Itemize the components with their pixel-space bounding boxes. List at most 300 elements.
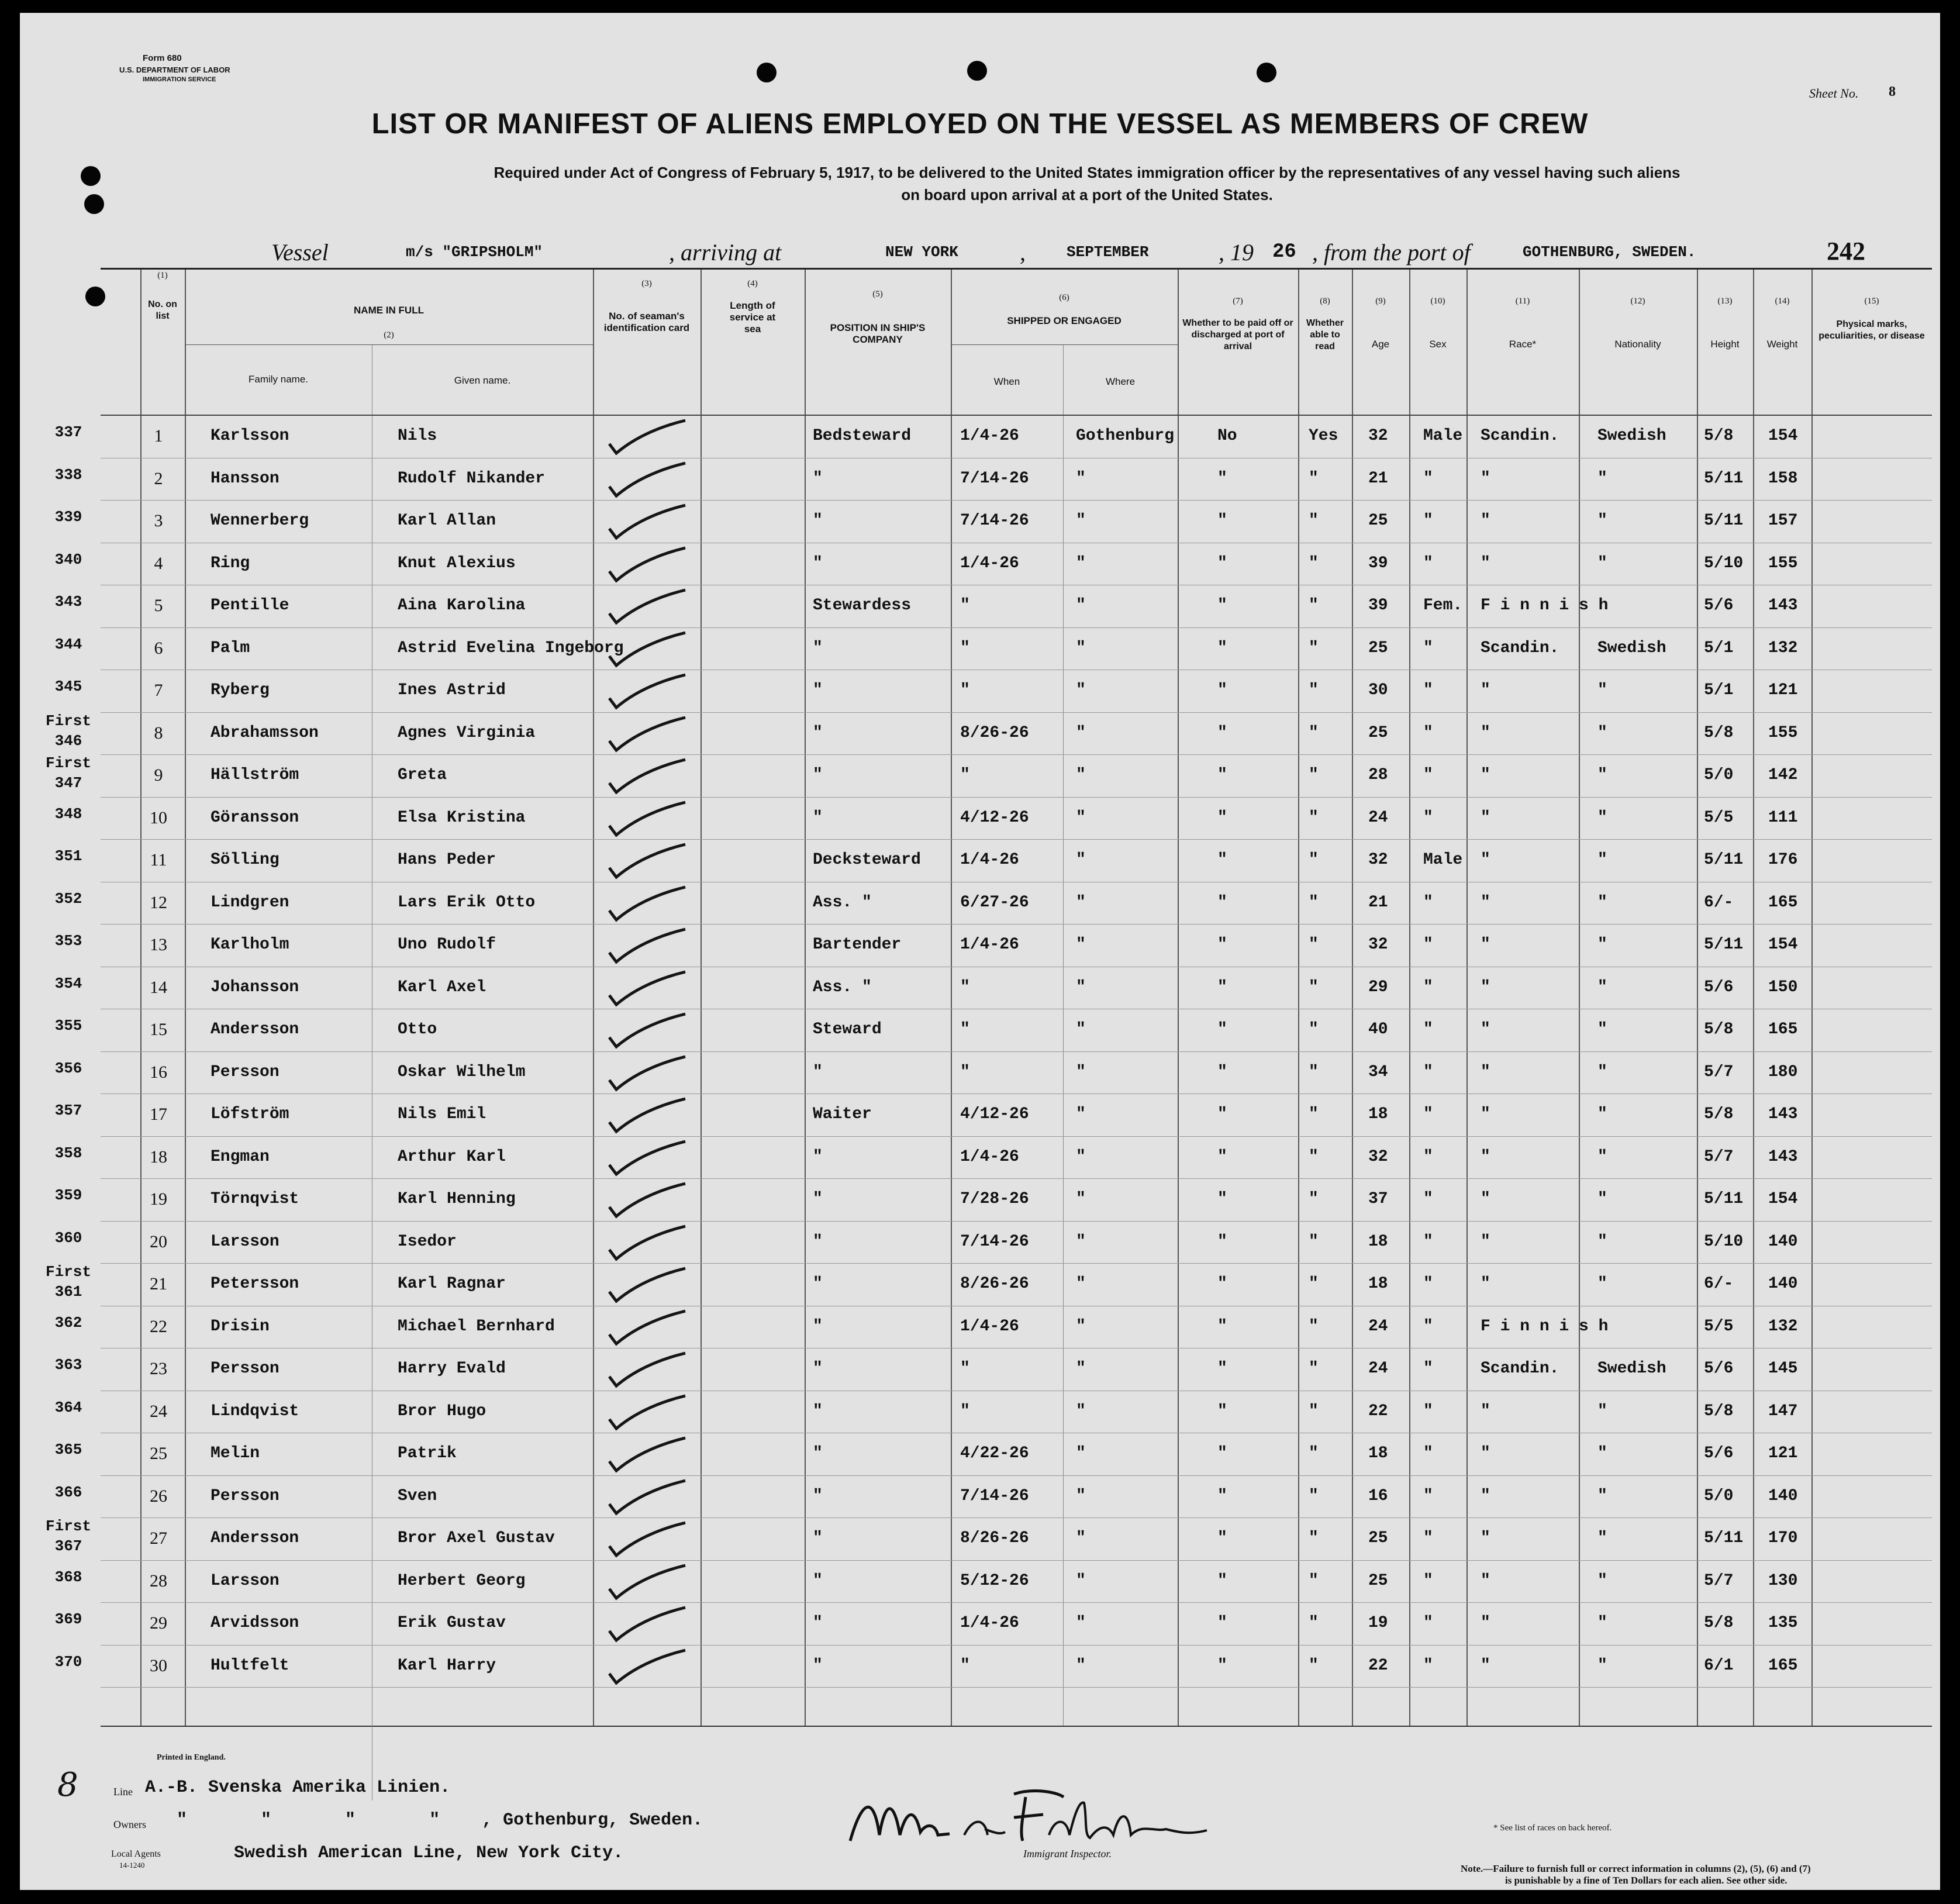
check-mark-icon: [603, 1348, 691, 1389]
check-mark-icon: [603, 713, 691, 754]
cell-age: 24: [1368, 1317, 1388, 1336]
check-mark-icon: [603, 543, 691, 584]
cell-when: ": [960, 1063, 970, 1081]
printed-note: Printed in England.: [157, 1753, 226, 1762]
cell-read: ": [1309, 1656, 1319, 1675]
cell-where: ": [1076, 1614, 1086, 1632]
cell-age: 39: [1368, 596, 1388, 615]
cell-where: ": [1076, 1105, 1086, 1123]
check-mark-icon: [603, 628, 691, 669]
cell-age: 39: [1368, 554, 1388, 572]
check-mark-icon: [603, 840, 691, 881]
penalty-note-2: is punishable by a fine of Ten Dollars for each alien. See other side.: [1505, 1875, 1788, 1886]
cell-race: ": [1481, 512, 1490, 530]
cell-weight: 140: [1768, 1486, 1798, 1505]
cell-when: 1/4-26: [960, 851, 1019, 869]
cell-nationality: ": [1597, 1486, 1607, 1505]
check-mark-icon: [603, 882, 691, 923]
table-row: [101, 1222, 1932, 1264]
cell-nationality: ": [1597, 469, 1607, 488]
cell-where: ": [1076, 1402, 1086, 1420]
cell-race: Scandin.: [1481, 1360, 1559, 1378]
cell-paid: ": [1217, 681, 1227, 699]
cell-height: 5/8: [1704, 427, 1734, 445]
cell-where: ": [1076, 723, 1086, 742]
sheet-line-number: 354: [54, 974, 82, 992]
cell-when: 8/26-26: [960, 1275, 1029, 1293]
cell-read: ": [1309, 469, 1319, 488]
cell-paid: ": [1217, 723, 1227, 742]
punch-hole: [81, 166, 101, 186]
cell-when: ": [960, 766, 970, 784]
cell-position: Ass. ": [813, 893, 872, 912]
cell-family: Hultfelt: [211, 1656, 289, 1675]
cell-race: ": [1481, 978, 1490, 996]
cell-where: ": [1076, 1444, 1086, 1463]
cell-no: 22: [150, 1316, 167, 1336]
cell-position: Ass. ": [813, 978, 872, 996]
cell-read: ": [1309, 1614, 1319, 1632]
col-paid-off: Whether to be paid off or discharged at port of arrival: [1182, 318, 1293, 351]
cell-read: ": [1309, 1232, 1319, 1251]
cell-family: Andersson: [211, 1529, 299, 1547]
col-able-to-read: Whether able to read: [1306, 318, 1344, 351]
cell-read: ": [1309, 1147, 1319, 1166]
cell-position: Steward: [813, 1020, 882, 1039]
cell-position: ": [813, 1317, 823, 1336]
cell-weight: 170: [1768, 1529, 1798, 1547]
cell-paid: ": [1217, 1571, 1227, 1590]
cell-weight: 165: [1768, 893, 1798, 912]
table-row: [101, 1094, 1932, 1136]
cell-family: Petersson: [211, 1275, 299, 1293]
col-8-number: (8): [1320, 296, 1330, 306]
manifest-footer: [20, 1724, 1940, 1890]
cell-nationality: ": [1597, 1529, 1607, 1547]
sheet-line-number: 344: [54, 635, 82, 653]
cell-no: 26: [150, 1486, 167, 1506]
cell-family: Ryberg: [211, 681, 270, 699]
cell-no: 10: [150, 808, 167, 827]
cell-no: 8: [154, 723, 163, 743]
cell-race: ": [1481, 1402, 1490, 1420]
cell-weight: 165: [1768, 1020, 1798, 1039]
cell-read: ": [1309, 681, 1319, 699]
cell-nationality: ": [1597, 851, 1607, 869]
cell-paid: ": [1217, 1317, 1227, 1336]
cell-paid: ": [1217, 1147, 1227, 1166]
sheet-line-number: First 347: [45, 754, 91, 792]
table-row: [101, 967, 1932, 1009]
sheet-line-number: 370: [54, 1653, 82, 1671]
cell-position: ": [813, 1147, 823, 1166]
cell-when: ": [960, 978, 970, 996]
col-height: Height: [1710, 339, 1740, 350]
cell-given: Karl Harry: [398, 1656, 496, 1675]
cell-family: Persson: [211, 1486, 279, 1505]
cell-given: Uno Rudolf: [398, 936, 496, 954]
races-note: * See list of races on back hereof.: [1493, 1823, 1612, 1833]
cell-paid: ": [1217, 1444, 1227, 1463]
cell-read: ": [1309, 639, 1319, 657]
check-mark-icon: [603, 458, 691, 499]
cell-where: ": [1076, 766, 1086, 784]
cell-age: 18: [1368, 1232, 1388, 1251]
cell-when: 1/4-26: [960, 936, 1019, 954]
col-family-name: Family name.: [248, 374, 309, 385]
cell-read: ": [1309, 1486, 1319, 1505]
cell-where: ": [1076, 1063, 1086, 1081]
cell-given: Arthur Karl: [398, 1147, 506, 1166]
cell-sex: ": [1423, 1105, 1433, 1123]
cell-position: ": [813, 1571, 823, 1590]
sheet-line-number: First 361: [45, 1263, 91, 1301]
cell-family: Göransson: [211, 808, 299, 827]
cell-age: 18: [1368, 1275, 1388, 1293]
check-mark-icon: [603, 1561, 691, 1602]
cell-weight: 130: [1768, 1571, 1798, 1590]
col-9-number: (9): [1375, 296, 1386, 306]
cell-weight: 176: [1768, 851, 1798, 869]
cell-where: Gothenburg: [1076, 427, 1175, 445]
cell-race: Scandin.: [1481, 427, 1559, 445]
cell-when: ": [960, 1656, 970, 1675]
cell-age: 32: [1368, 936, 1388, 954]
sheet-line-number: 343: [54, 593, 82, 610]
cell-position: ": [813, 681, 823, 699]
cell-where: ": [1076, 469, 1086, 488]
from-port-label: , from the port of: [1312, 239, 1471, 265]
cell-height: 5/5: [1704, 808, 1734, 827]
cell-family: Arvidsson: [211, 1614, 299, 1632]
cell-race: F i n n i s h: [1481, 596, 1609, 615]
sheet-line-number: 339: [54, 508, 82, 526]
service: IMMIGRATION SERVICE: [143, 76, 216, 83]
cell-where: ": [1076, 1529, 1086, 1547]
cell-race: ": [1481, 1486, 1490, 1505]
cell-read: ": [1309, 893, 1319, 912]
cell-height: 5/8: [1704, 723, 1734, 742]
sheet-line-number: 337: [54, 423, 82, 441]
crew-rows: [101, 416, 1932, 1726]
cell-given: Ines Astrid: [398, 681, 506, 699]
owners-value: " " " " , Gothenburg, Sweden.: [177, 1810, 703, 1830]
cell-given: Patrik: [398, 1444, 457, 1463]
cell-no: 29: [150, 1613, 167, 1633]
cell-position: Stewardess: [813, 596, 912, 615]
cell-no: 6: [154, 638, 163, 658]
sheet-line-number: 353: [54, 932, 82, 950]
sheet-line-number: 365: [54, 1441, 82, 1458]
table-row: [101, 1391, 1932, 1433]
cell-position: ": [813, 469, 823, 488]
cell-where: ": [1076, 1275, 1086, 1293]
arriving-label: , arriving at: [669, 239, 782, 265]
cell-height: 6/1: [1704, 1656, 1734, 1675]
cell-paid: ": [1217, 1105, 1227, 1123]
cell-position: ": [813, 1402, 823, 1420]
check-mark-icon: [603, 1476, 691, 1517]
cell-age: 24: [1368, 1360, 1388, 1378]
departure-port: GOTHENBURG, SWEDEN.: [1523, 243, 1696, 261]
cell-height: 5/7: [1704, 1147, 1734, 1166]
cell-paid: ": [1217, 1063, 1227, 1081]
cell-sex: ": [1423, 681, 1433, 699]
cell-race: ": [1481, 936, 1490, 954]
cell-read: ": [1309, 1402, 1319, 1420]
cell-when: 1/4-26: [960, 1614, 1019, 1632]
table-row: [101, 1518, 1932, 1560]
cell-read: ": [1309, 978, 1319, 996]
punch-hole: [967, 61, 987, 81]
form-number: Form 680: [143, 53, 182, 63]
cell-sex: ": [1423, 1317, 1433, 1336]
cell-weight: 121: [1768, 681, 1798, 699]
cell-given: Rudolf Nikander: [398, 469, 546, 488]
cell-height: 5/0: [1704, 1486, 1734, 1505]
vessel-line: [271, 239, 1897, 268]
cell-sex: ": [1423, 893, 1433, 912]
cell-paid: ": [1217, 808, 1227, 827]
table-row: [101, 1009, 1932, 1051]
cell-family: Lindgren: [211, 893, 289, 912]
cell-race: ": [1481, 1020, 1490, 1039]
cell-paid: ": [1217, 978, 1227, 996]
cell-age: 28: [1368, 766, 1388, 784]
cell-family: Karlholm: [211, 936, 289, 954]
cell-paid: ": [1217, 1190, 1227, 1208]
cell-when: 4/22-26: [960, 1444, 1029, 1463]
cell-given: Lars Erik Otto: [398, 893, 536, 912]
check-mark-icon: [603, 755, 691, 796]
cell-sex: ": [1423, 1063, 1433, 1081]
cell-height: 5/10: [1704, 554, 1744, 572]
cell-weight: 142: [1768, 766, 1798, 784]
cell-read: ": [1309, 1317, 1319, 1336]
cell-height: 5/11: [1704, 469, 1744, 488]
cell-race: ": [1481, 1105, 1490, 1123]
col-6-number: (6): [1059, 293, 1069, 302]
inspector-label: Immigrant Inspector.: [1023, 1848, 1112, 1860]
cell-nationality: ": [1597, 512, 1607, 530]
cell-no: 19: [150, 1189, 167, 1209]
cell-weight: 150: [1768, 978, 1798, 996]
cell-weight: 158: [1768, 469, 1798, 488]
table-row: [101, 882, 1932, 925]
cell-nationality: ": [1597, 1402, 1607, 1420]
cell-age: 16: [1368, 1486, 1388, 1505]
cell-age: 25: [1368, 1529, 1388, 1547]
cell-sex: ": [1423, 1614, 1433, 1632]
cell-family: Abrahamsson: [211, 723, 319, 742]
check-mark-icon: [603, 585, 691, 626]
sheet-line-number: 364: [54, 1398, 82, 1416]
cell-age: 21: [1368, 469, 1388, 488]
cell-position: ": [813, 554, 823, 572]
cell-position: Bartender: [813, 936, 902, 954]
cell-nationality: ": [1597, 1444, 1607, 1463]
cell-given: Nils: [398, 427, 437, 445]
cell-given: Greta: [398, 766, 447, 784]
cell-height: 5/6: [1704, 596, 1734, 615]
cell-given: Elsa Kristina: [398, 808, 526, 827]
cell-position: ": [813, 1656, 823, 1675]
col-14-number: (14): [1775, 296, 1790, 306]
cell-read: ": [1309, 1105, 1319, 1123]
crew-table: [101, 268, 1932, 1727]
department: U.S. DEPARTMENT OF LABOR: [119, 65, 230, 74]
cell-sex: ": [1423, 512, 1433, 530]
cell-height: 5/6: [1704, 978, 1734, 996]
cell-where: ": [1076, 1571, 1086, 1590]
cell-race: ": [1481, 1571, 1490, 1590]
cell-age: 40: [1368, 1020, 1388, 1039]
col-given-name: Given name.: [454, 375, 511, 386]
cell-no: 2: [154, 468, 163, 488]
cell-sex: ": [1423, 1360, 1433, 1378]
cell-read: ": [1309, 1190, 1319, 1208]
subtitle-line-2: on board upon arrival at a port of the United States.: [901, 186, 1273, 203]
cell-height: 5/6: [1704, 1444, 1734, 1463]
cell-where: ": [1076, 1190, 1086, 1208]
cell-family: Ring: [211, 554, 250, 572]
comma: ,: [1020, 239, 1026, 265]
cell-height: 5/11: [1704, 512, 1744, 530]
cell-sex: ": [1423, 1486, 1433, 1505]
cell-height: 5/8: [1704, 1020, 1734, 1039]
table-row: [101, 1561, 1932, 1603]
cell-read: ": [1309, 1020, 1319, 1039]
cell-read: ": [1309, 1063, 1319, 1081]
col-3-number: (3): [641, 279, 652, 288]
cell-when: ": [960, 681, 970, 699]
table-row: [101, 543, 1932, 585]
cell-position: ": [813, 639, 823, 657]
cell-race: ": [1481, 893, 1490, 912]
check-mark-icon: [603, 1603, 691, 1644]
cell-where: ": [1076, 893, 1086, 912]
table-row: [101, 1137, 1932, 1179]
cell-nationality: ": [1597, 1232, 1607, 1251]
cell-when: 7/14-26: [960, 512, 1029, 530]
check-mark-icon: [603, 1646, 691, 1686]
cell-height: 5/1: [1704, 639, 1734, 657]
cell-given: Agnes Virginia: [398, 723, 536, 742]
manifest-sheet: [20, 13, 1940, 1890]
cell-race: ": [1481, 1063, 1490, 1081]
table-row: [101, 1348, 1932, 1391]
cell-race: Scandin.: [1481, 639, 1559, 657]
cell-where: ": [1076, 1317, 1086, 1336]
cell-age: 32: [1368, 427, 1388, 445]
cell-given: Aina Karolina: [398, 596, 526, 615]
cell-when: 5/12-26: [960, 1571, 1029, 1590]
cell-paid: ": [1217, 512, 1227, 530]
cell-position: ": [813, 1275, 823, 1293]
cell-when: ": [960, 1402, 970, 1420]
cell-when: 1/4-26: [960, 554, 1019, 572]
cell-when: 1/4-26: [960, 427, 1019, 445]
cell-age: 25: [1368, 1571, 1388, 1590]
cell-position: Waiter: [813, 1105, 872, 1123]
cell-paid: ": [1217, 1020, 1227, 1039]
col-race: Race*: [1509, 339, 1537, 350]
cell-paid: ": [1217, 1360, 1227, 1378]
cell-paid: ": [1217, 639, 1227, 657]
cell-family: Larsson: [211, 1571, 279, 1590]
cell-weight: 154: [1768, 1190, 1798, 1208]
cell-given: Karl Henning: [398, 1190, 516, 1208]
cell-read: ": [1309, 1571, 1319, 1590]
cell-weight: 132: [1768, 639, 1798, 657]
cell-family: Törnqvist: [211, 1190, 299, 1208]
table-row: [101, 585, 1932, 627]
sheet-line-number: 366: [54, 1483, 82, 1501]
sheet-line-number: 348: [54, 805, 82, 823]
check-mark-icon: [603, 1137, 691, 1178]
table-row: [101, 670, 1932, 712]
cell-weight: 154: [1768, 936, 1798, 954]
cell-race: ": [1481, 1656, 1490, 1675]
table-row: [101, 1179, 1932, 1221]
cell-paid: ": [1217, 1486, 1227, 1505]
cell-no: 24: [150, 1401, 167, 1421]
cell-no: 17: [150, 1105, 167, 1124]
cell-when: 7/14-26: [960, 1486, 1029, 1505]
cell-read: ": [1309, 596, 1319, 615]
cell-where: ": [1076, 936, 1086, 954]
cell-age: 30: [1368, 681, 1388, 699]
cell-sex: Male: [1423, 851, 1463, 869]
cell-no: 18: [150, 1147, 167, 1167]
cell-race: ": [1481, 808, 1490, 827]
check-mark-icon: [603, 798, 691, 839]
cell-nationality: ": [1597, 766, 1607, 784]
cell-sex: ": [1423, 808, 1433, 827]
col-11-number: (11): [1515, 296, 1530, 306]
cell-sex: ": [1423, 723, 1433, 742]
cell-weight: 165: [1768, 1656, 1798, 1675]
cell-height: 6/-: [1704, 893, 1734, 912]
col-no-on-list: No. on list: [148, 299, 177, 321]
cell-where: ": [1076, 1147, 1086, 1166]
col-age: Age: [1371, 339, 1390, 350]
cell-race: ": [1481, 1190, 1490, 1208]
cell-height: 5/1: [1704, 681, 1734, 699]
cell-given: Knut Alexius: [398, 554, 516, 572]
cell-no: 21: [150, 1274, 167, 1294]
year-prefix: , 19: [1219, 239, 1254, 265]
cell-read: ": [1309, 766, 1319, 784]
cell-sex: ": [1423, 1656, 1433, 1675]
cell-paid: ": [1217, 554, 1227, 572]
cell-height: 5/7: [1704, 1571, 1734, 1590]
cell-paid: ": [1217, 1656, 1227, 1675]
sheet-line-number: 362: [54, 1313, 82, 1332]
cell-position: ": [813, 1529, 823, 1547]
cell-no: 3: [154, 511, 163, 530]
cell-nationality: ": [1597, 978, 1607, 996]
table-row: [101, 416, 1932, 458]
arrival-month: SEPTEMBER: [1067, 243, 1149, 261]
sheet-line-number: 363: [54, 1356, 82, 1374]
cell-sex: ": [1423, 1571, 1433, 1590]
sheet-line-number: First 346: [45, 712, 91, 750]
col-name-in-full: NAME IN FULL: [354, 305, 424, 316]
cell-given: Astrid Evelina Ingeborg: [398, 639, 624, 657]
cell-position: ": [813, 766, 823, 784]
cell-height: 5/5: [1704, 1317, 1734, 1336]
